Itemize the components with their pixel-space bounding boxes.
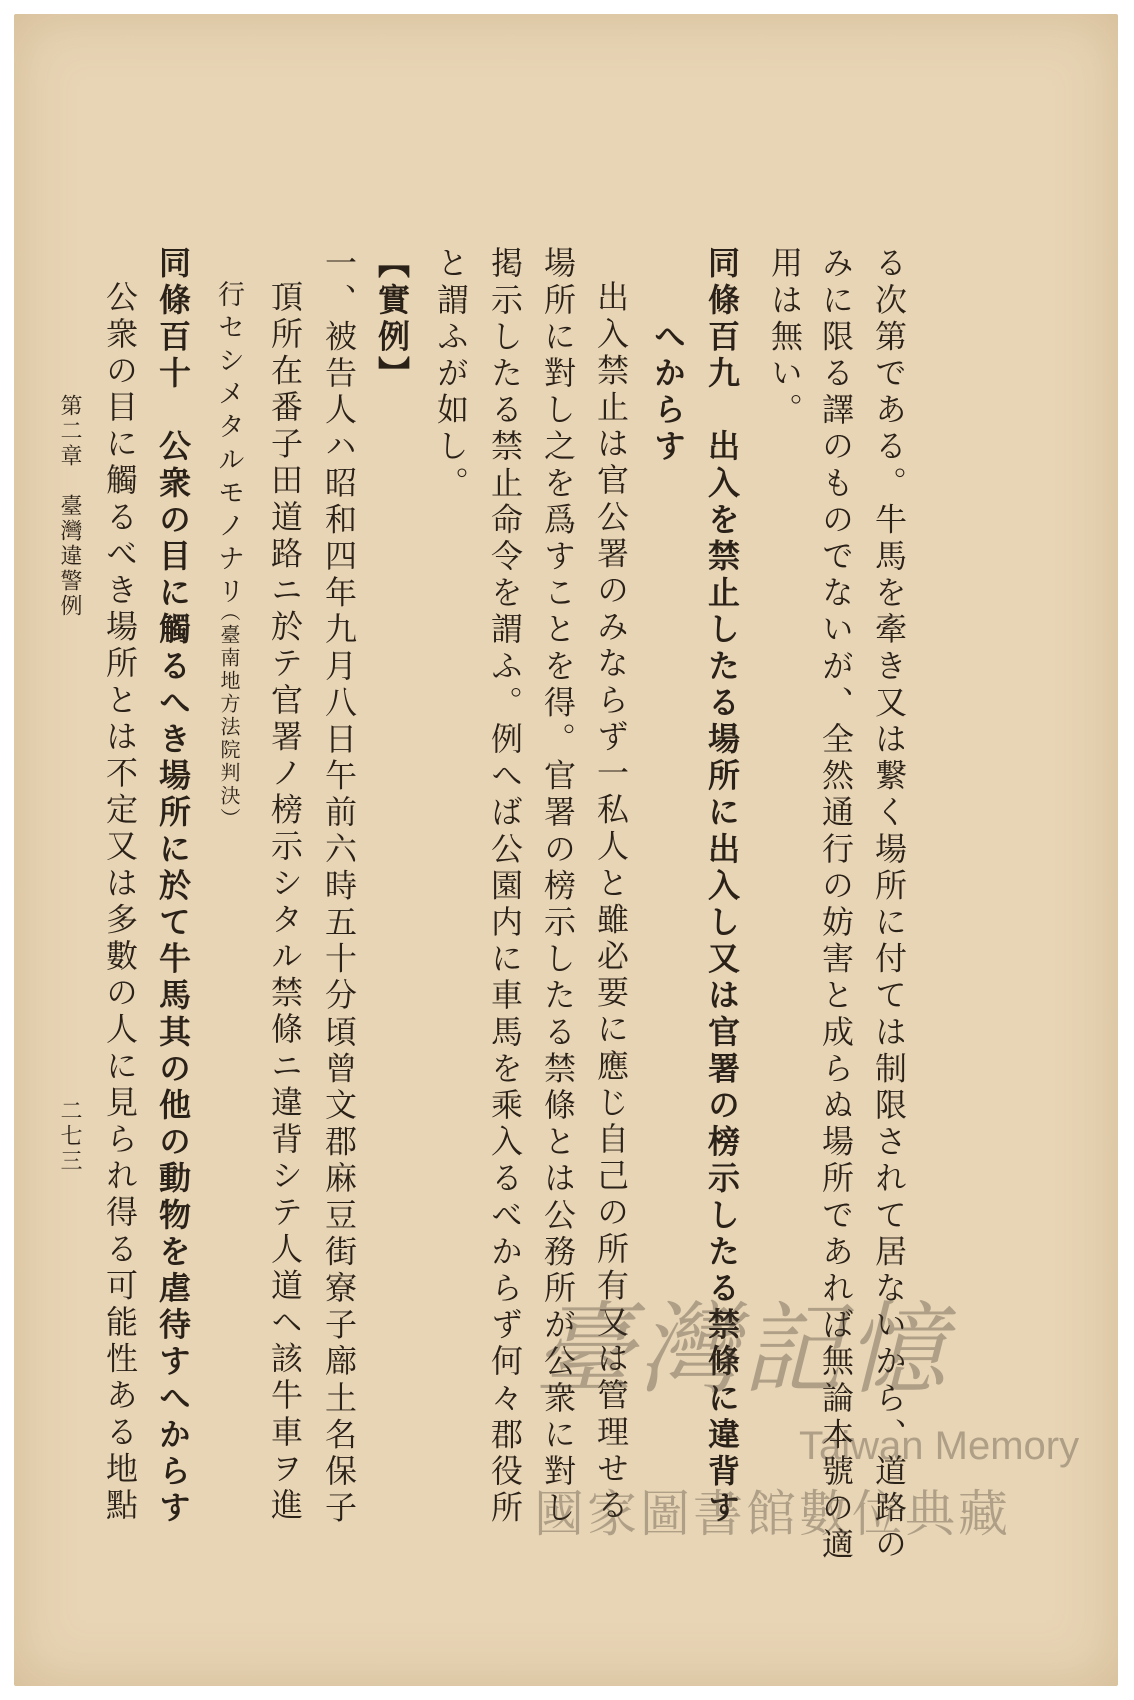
watermark-title: 臺灣記憶 [534,1291,950,1408]
text-column-6: 出入禁止は官公署のみならず一私人と雖必要に應じ自己の所有又は管理せる [592,280,630,1525]
text-column-8: 掲示したる禁止命令を謂ふ。例へば公園内に車馬を乘入るべからず何々郡役所 [486,246,524,1527]
text-column-7: 場所に對し之を爲すことを得。官署の榜示したる禁條とは公務所が公衆に對し [539,246,577,1527]
article-heading-109-cont: へからす [649,246,687,466]
example-column-1: 一、被告人ハ昭和四年九月八日午前六時五十分頃曾文郡麻豆街寮子廍土名保子 [320,246,358,1527]
text-column-1: る次第である。牛馬を牽き又は繋く場所に付ては制限されて居ないから、道路の [870,246,908,1564]
example-column-2: 頂所在番子田道路ニ於テ官署ノ榜示シタル禁條ニ違背シテ人道ヘ該牛車ヲ進 [266,280,304,1525]
article-heading-109: 同條百九 出入を禁止したる場所に出入し又は官署の榜示したる禁條に違背す [703,246,741,1527]
watermark-subtitle: 國家圖書館數位典藏 [534,1485,1011,1543]
scanned-page [14,14,1118,1686]
article-heading-110: 同條百十 公衆の目に觸るへき場所に於て牛馬其の他の動物を虐待すへからす [154,246,192,1527]
example-column-3: 行セシメタルモノナリ [213,280,244,610]
court-citation: （臺南地方法院判決） [217,601,241,831]
page-number: 二七三 [57,1099,82,1174]
chapter-footer: 第二章 臺灣違警例 [57,394,82,619]
watermark-english: Taiwan Memory [799,1424,1080,1468]
example-heading: 【實例】 [373,246,411,393]
text-column-3: 用は無い。 [766,246,804,429]
text-column-2: みに限る譯のものでないが、全然通行の妨害と成らぬ場所であれば無論本號の適 [817,246,855,1564]
text-column-16: 公衆の目に觸るべき場所とは不定又は多數の人に見られ得る可能性ある地點 [101,280,139,1525]
text-column-9: と謂ふが如し。 [432,246,470,503]
